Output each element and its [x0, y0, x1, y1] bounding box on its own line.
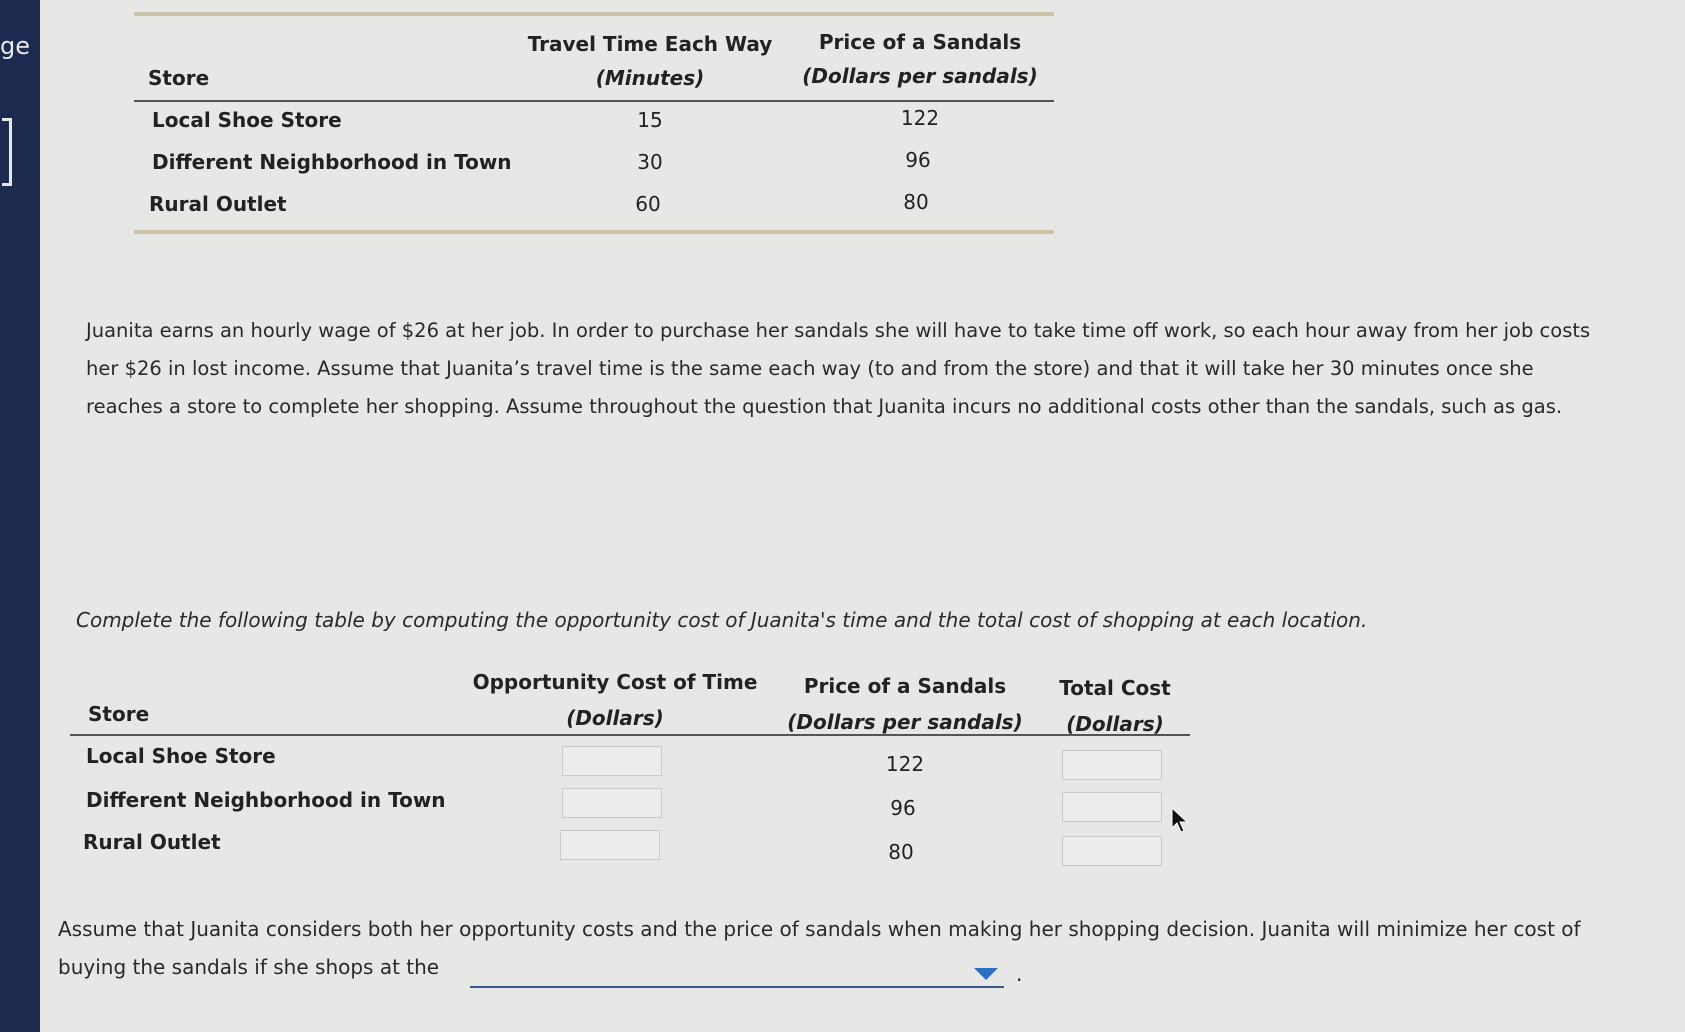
- table2-header-price-unit: (Dollars per sandals): [787, 710, 1023, 734]
- table1-row-minutes: 60: [635, 192, 661, 216]
- final-period: .: [1016, 962, 1023, 986]
- dropdown-caret-icon[interactable]: [974, 968, 998, 980]
- table2-row-store: Local Shoe Store: [86, 744, 276, 768]
- table1-row-store: Local Shoe Store: [152, 108, 342, 132]
- table1-header-price-unit: (Dollars per sandals): [802, 64, 1038, 88]
- table2-row-store: Different Neighborhood in Town: [86, 788, 446, 812]
- table1-header-travel-unit: (Minutes): [595, 66, 705, 90]
- opportunity-cost-input[interactable]: [562, 788, 662, 818]
- problem-paragraph: Juanita earns an hourly wage of $26 at her job. In order to purchase her sandals she will have to take time off work, so each hour away from her job costs her $26 in lost income. Assume that Juanita’s travel time is the same each way (to and from the store) and that it will take her 30 minutes once she reaches a store to complete her shopping. Assume throughout the question that Juanita incurs no additional costs other than the sandals, such as gas.: [86, 319, 1591, 418]
- table1-row-minutes: 30: [637, 150, 663, 174]
- table2-header-rule: [70, 734, 1190, 736]
- table1-row-minutes: 15: [637, 108, 663, 132]
- left-sidebar: [0, 0, 40, 1032]
- table2-header-price: Price of a Sandals: [803, 674, 1007, 698]
- table2-header-total: Total Cost: [1059, 676, 1171, 700]
- total-cost-input[interactable]: [1062, 750, 1162, 780]
- opportunity-cost-input[interactable]: [560, 830, 660, 860]
- table2-header-store: Store: [88, 702, 150, 726]
- table1-row-store: Rural Outlet: [149, 192, 287, 216]
- table2-header-opp-unit: (Dollars): [566, 706, 664, 730]
- store-choice-dropdown[interactable]: [470, 954, 1004, 988]
- table1-header-travel: Travel Time Each Way: [527, 32, 773, 56]
- table2-header-opp: Opportunity Cost of Time: [472, 670, 758, 694]
- table1-row-price: 122: [900, 106, 940, 130]
- table2-row-price: 96: [890, 796, 916, 820]
- opportunity-cost-input[interactable]: [562, 746, 662, 776]
- sidebar-text: ge: [0, 32, 30, 60]
- total-cost-input[interactable]: [1062, 836, 1162, 866]
- table1-row-price: 80: [903, 190, 929, 214]
- table1-header-price: Price of a Sandals: [818, 30, 1022, 54]
- table2-row-store: Rural Outlet: [83, 830, 221, 854]
- table1-header-store: Store: [148, 66, 210, 90]
- table2-row-price: 80: [888, 840, 914, 864]
- total-cost-input[interactable]: [1062, 792, 1162, 822]
- table2-header-total-unit: (Dollars): [1066, 712, 1164, 736]
- table1-row-store: Different Neighborhood in Town: [152, 150, 512, 174]
- sidebar-bracket-icon: [2, 118, 12, 186]
- mouse-cursor-icon: [1170, 806, 1190, 836]
- final-question-text: Assume that Juanita considers both her opportunity costs and the price of sandals when making her shopping decision. Juanita will minimize her cost of buying the sandals if she shops at the: [58, 917, 1581, 979]
- header-rule: [134, 100, 1054, 102]
- table2-row-price: 122: [885, 752, 925, 776]
- table1-row-price: 96: [905, 148, 931, 172]
- instruction-text: Complete the following table by computing the opportunity cost of Juanita's time and the total cost of shopping at each location.: [76, 608, 1368, 632]
